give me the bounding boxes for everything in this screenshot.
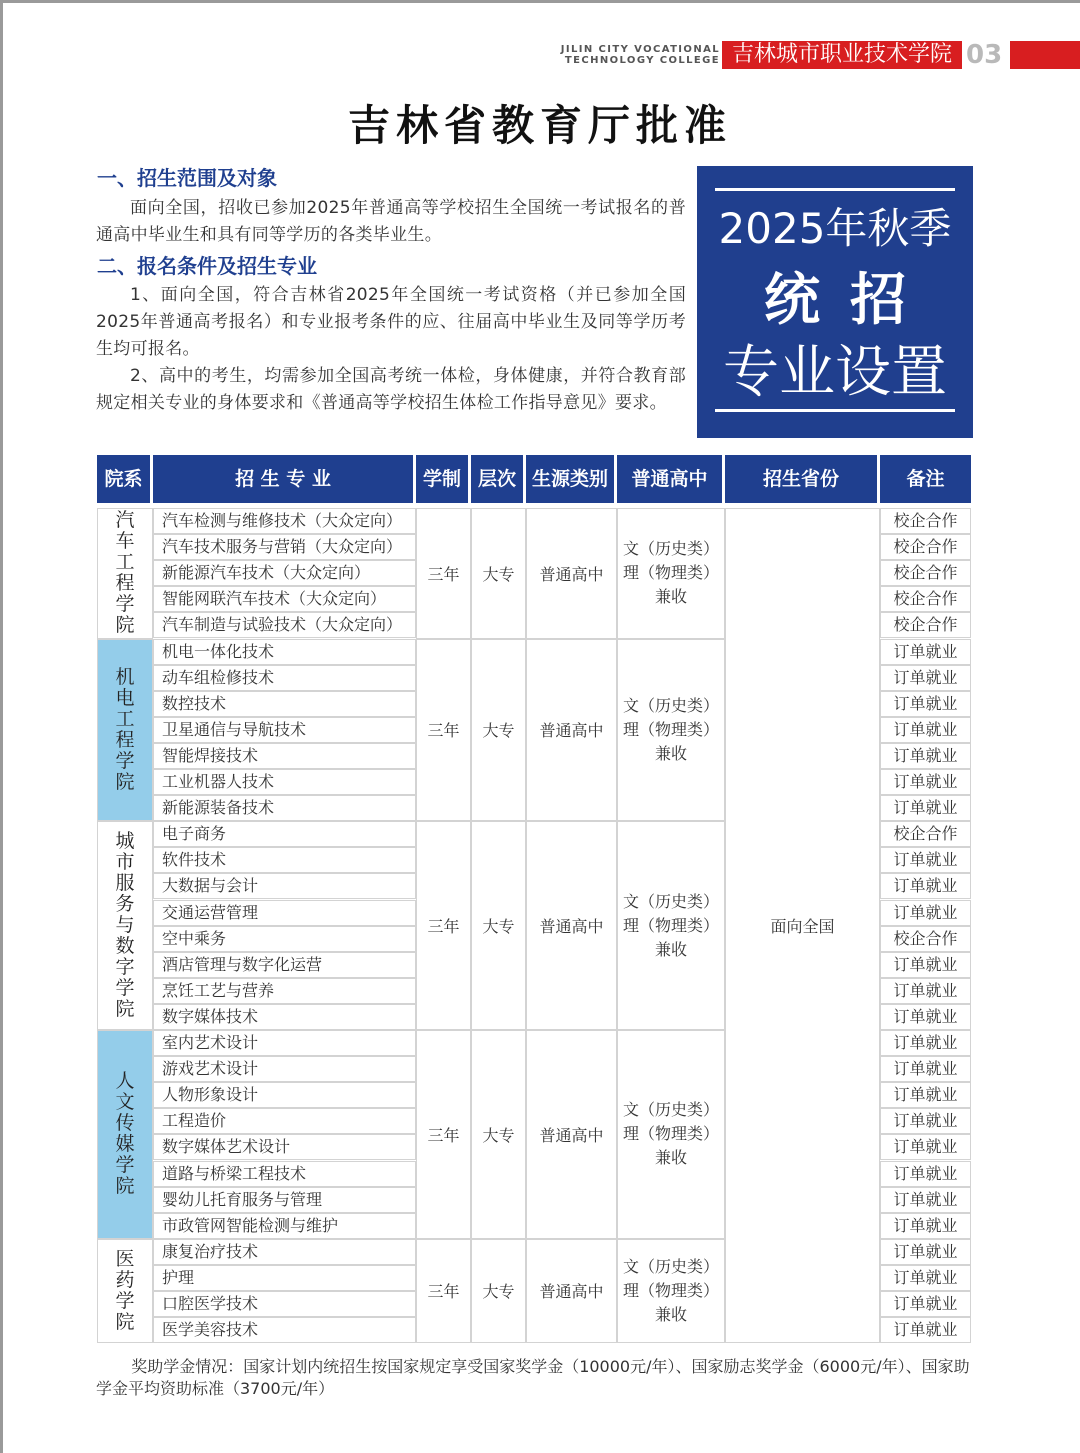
dept-cell (97, 639, 153, 822)
remark-cell: 校企合作 (880, 821, 971, 847)
track-line: 文（历史类） (622, 1100, 719, 1120)
page-frame-left (0, 0, 3, 1453)
header-red-bar (1010, 41, 1080, 69)
major-cell: 卫星通信与导航技术 (153, 717, 416, 743)
major-cell: 康复治疗技术 (153, 1239, 416, 1265)
track-line: 兼收 (654, 1148, 687, 1168)
section-2-paragraph-2: 2、高中的考生，均需参加全国高考统一体检，身体健康，并符合教育部规定相关专业的身体要求和《普通高等学校招生体检工作指导意见》要求。 (96, 366, 686, 413)
page-title: 吉林省教育厅批准 (347, 101, 732, 150)
dept-cell (97, 1030, 153, 1239)
remark-cell: 校企合作 (880, 586, 971, 612)
remark-cell: 订单就业 (880, 1108, 971, 1134)
province-cell: 面向全国 (725, 508, 880, 1343)
remark-cell: 订单就业 (880, 1187, 971, 1213)
remark-cell: 校企合作 (880, 508, 971, 534)
major-cell: 动车组检修技术 (153, 665, 416, 691)
duration-cell: 三年 (416, 639, 471, 822)
track-line: 文（历史类） (622, 539, 719, 559)
major-cell: 游戏艺术设计 (153, 1056, 416, 1082)
major-cell: 护理 (153, 1265, 416, 1291)
college-english-line1: JILIN CITY VOCATIONAL (560, 44, 720, 55)
level-cell: 大专 (471, 508, 526, 639)
source-cell: 普通高中 (526, 1030, 617, 1239)
level-cell: 大专 (471, 639, 526, 822)
major-cell: 数字媒体技术 (153, 1004, 416, 1030)
level-cell: 大专 (471, 821, 526, 1030)
remark-cell: 订单就业 (880, 639, 971, 665)
major-cell: 电子商务 (153, 821, 416, 847)
badge-bottom-rule (715, 409, 955, 412)
major-cell: 新能源汽车技术（大众定向） (153, 560, 416, 586)
remark-cell: 校企合作 (880, 560, 971, 586)
remark-cell: 订单就业 (880, 978, 971, 1004)
track-line: 理（物理类） (622, 719, 719, 739)
major-cell: 汽车技术服务与营销（大众定向） (153, 534, 416, 560)
source-cell: 普通高中 (526, 821, 617, 1030)
track-cell (617, 639, 725, 822)
remark-cell: 校企合作 (880, 534, 971, 560)
duration-cell: 三年 (416, 1030, 471, 1239)
remark-cell: 订单就业 (880, 1161, 971, 1187)
major-cell: 工业机器人技术 (153, 769, 416, 795)
header-remark: 备注 (880, 455, 971, 503)
track-line: 理（物理类） (622, 1124, 719, 1144)
remark-cell: 订单就业 (880, 717, 971, 743)
major-cell: 汽车制造与试验技术（大众定向） (153, 612, 416, 638)
table-header-row (97, 455, 971, 503)
remark-cell: 订单就业 (880, 900, 971, 926)
level-cell: 大专 (471, 1030, 526, 1239)
dept-name: 医药学院 (115, 1247, 135, 1333)
track-line: 理（物理类） (622, 563, 719, 583)
major-cell: 数字媒体艺术设计 (153, 1134, 416, 1160)
remark-cell: 订单就业 (880, 795, 971, 821)
track-line: 理（物理类） (622, 1280, 719, 1300)
major-cell: 智能焊接技术 (153, 743, 416, 769)
dept-cell (97, 821, 153, 1030)
major-cell: 软件技术 (153, 847, 416, 873)
major-cell: 智能网联汽车技术（大众定向） (153, 586, 416, 612)
track-text (623, 1255, 719, 1327)
dept-cell (97, 508, 153, 639)
track-cell (617, 1239, 725, 1343)
remark-cell: 订单就业 (880, 1213, 971, 1239)
major-cell: 空中乘务 (153, 926, 416, 952)
remark-cell: 订单就业 (880, 769, 971, 795)
scholarship-note: 奖助学金情况：国家计划内统招生按国家规定享受国家奖学金（10000元/年）、国家励志奖学金（6000元/年）、国家助学金平均资助标准（3700元/年） (96, 1357, 970, 1398)
remark-cell: 订单就业 (880, 1030, 971, 1056)
section-1-title: 一、招生范围及对象 (97, 166, 277, 190)
remark-cell: 订单就业 (880, 1265, 971, 1291)
dept-name: 人文传媒学院 (115, 1070, 135, 1198)
duration-cell: 三年 (416, 1239, 471, 1343)
track-line: 文（历史类） (622, 1256, 719, 1276)
track-line: 兼收 (654, 587, 687, 607)
track-cell (617, 821, 725, 1030)
major-cell: 道路与桥梁工程技术 (153, 1161, 416, 1187)
remark-cell: 订单就业 (880, 1317, 971, 1343)
track-line: 兼收 (654, 1304, 687, 1324)
dept-name: 机电工程学院 (115, 665, 135, 793)
track-line: 兼收 (654, 939, 687, 959)
header-source: 生源类别 (526, 455, 614, 503)
dept-name: 汽车工程学院 (115, 509, 135, 637)
track-line: 文（历史类） (622, 695, 719, 715)
major-cell: 汽车检测与维修技术（大众定向） (153, 508, 416, 534)
major-cell: 室内艺术设计 (153, 1030, 416, 1056)
dept-cell (97, 1239, 153, 1343)
section-1-text: 面向全国，招收已参加2025年普通高等学校招生全国统一考试报名的普通高中毕业生和具有同等学历的各类毕业生。 (96, 198, 686, 245)
header-province: 招生省份 (725, 455, 877, 503)
track-line: 文（历史类） (622, 891, 719, 911)
major-cell: 新能源装备技术 (153, 795, 416, 821)
enrollment-badge (697, 166, 973, 438)
header-high-school: 普通高中 (617, 455, 722, 503)
badge-year-season: 2025年秋季 (718, 204, 952, 253)
college-chinese-name: 吉林城市职业技术学院 (722, 41, 962, 69)
track-text (623, 890, 719, 962)
page-number: 03 (966, 40, 1003, 70)
source-cell: 普通高中 (526, 1239, 617, 1343)
section-2-paragraph-1: 1、面向全国，符合吉林省2025年全国统一考试资格（并已参加全国2025年普通高考报名）和专业报考条件的应、往届高中毕业生及同等学历考生均可报名。 (96, 285, 686, 359)
track-cell (617, 508, 725, 639)
major-cell: 烹饪工艺与营养 (153, 978, 416, 1004)
college-english-line2: TECHNOLOGY COLLEGE (564, 55, 720, 66)
remark-cell: 订单就业 (880, 1239, 971, 1265)
track-text (623, 537, 719, 609)
remark-cell: 订单就业 (880, 873, 971, 899)
remark-cell: 校企合作 (880, 926, 971, 952)
major-cell: 口腔医学技术 (153, 1291, 416, 1317)
remark-cell: 订单就业 (880, 847, 971, 873)
remark-cell: 订单就业 (880, 1134, 971, 1160)
section-2-title: 二、报名条件及招生专业 (97, 254, 317, 278)
major-cell: 工程造价 (153, 1108, 416, 1134)
track-cell (617, 1030, 725, 1239)
major-cell: 市政管网智能检测与维护 (153, 1213, 416, 1239)
track-line: 兼收 (654, 743, 687, 763)
header-major: 招 生 专 业 (153, 455, 413, 503)
remark-cell: 订单就业 (880, 743, 971, 769)
college-english-name (552, 44, 720, 66)
remark-cell: 订单就业 (880, 1082, 971, 1108)
major-cell: 交通运营管理 (153, 900, 416, 926)
major-cell: 数控技术 (153, 691, 416, 717)
track-line: 理（物理类） (622, 915, 719, 935)
header-level: 层次 (471, 455, 523, 503)
track-text (623, 1098, 719, 1170)
badge-major-settings: 专业设置 (723, 340, 947, 405)
major-cell: 婴幼儿托育服务与管理 (153, 1187, 416, 1213)
remark-cell: 订单就业 (880, 691, 971, 717)
major-cell: 医学美容技术 (153, 1317, 416, 1343)
major-cell: 大数据与会计 (153, 873, 416, 899)
source-cell: 普通高中 (526, 639, 617, 822)
level-cell: 大专 (471, 1239, 526, 1343)
remark-cell: 订单就业 (880, 1056, 971, 1082)
remark-cell: 订单就业 (880, 665, 971, 691)
header-duration: 学制 (416, 455, 468, 503)
major-cell: 机电一体化技术 (153, 639, 416, 665)
track-text (623, 694, 719, 766)
dept-name: 城市服务与数字学院 (115, 830, 135, 1021)
remark-cell: 订单就业 (880, 1291, 971, 1317)
major-cell: 酒店管理与数字化运营 (153, 952, 416, 978)
duration-cell: 三年 (416, 508, 471, 639)
remark-cell: 校企合作 (880, 612, 971, 638)
major-cell: 人物形象设计 (153, 1082, 416, 1108)
source-cell: 普通高中 (526, 508, 617, 639)
page-frame-top (0, 0, 1080, 3)
badge-unified-enrollment: 统招 (764, 268, 936, 333)
header-dept: 院系 (97, 455, 150, 503)
major-table-body (97, 508, 971, 1345)
duration-cell: 三年 (416, 821, 471, 1030)
remark-cell: 订单就业 (880, 952, 971, 978)
remark-cell: 订单就业 (880, 1004, 971, 1030)
badge-top-rule (715, 188, 955, 191)
